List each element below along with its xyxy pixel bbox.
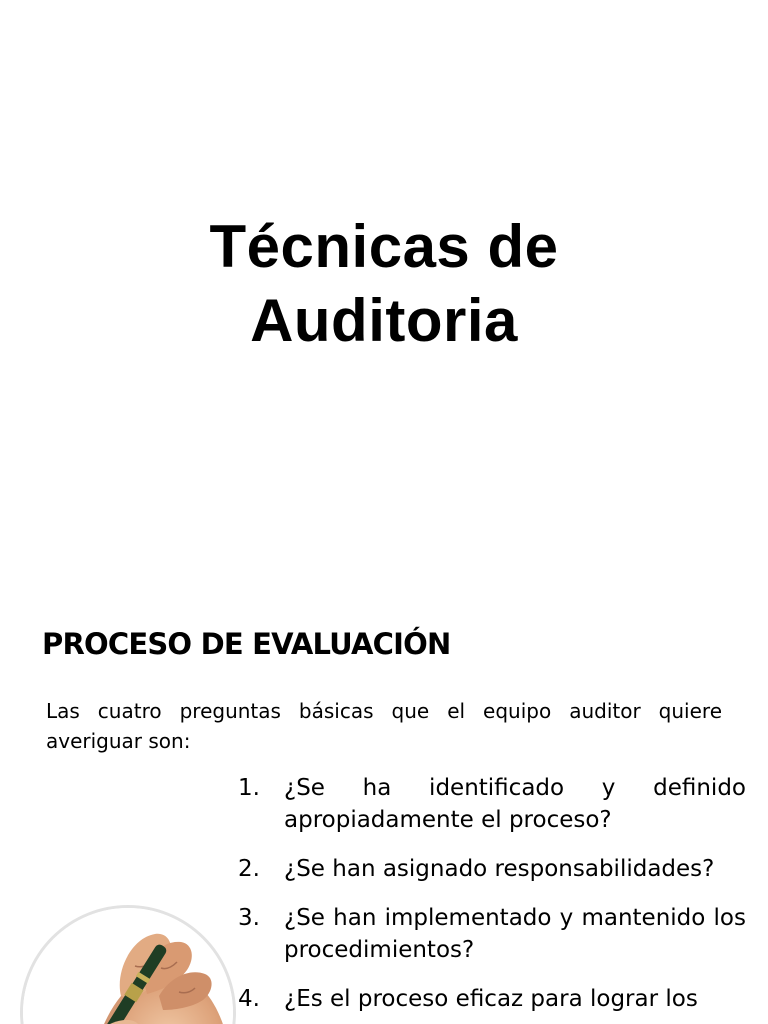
title-line-1: Técnicas de: [209, 213, 559, 280]
slide-title: [0, 210, 768, 358]
hand-writing-illustration: [23, 908, 233, 1024]
question-item: [238, 902, 746, 966]
intro-paragraph: Las cuatro preguntas básicas que el equipo auditor quiere averiguar son:: [46, 699, 722, 753]
question-item: [238, 853, 746, 885]
question-text: ¿Es el proceso eficaz para lograr los: [284, 986, 698, 1012]
hand-writing-with-pen-icon: [20, 905, 236, 1024]
question-list: [238, 772, 746, 1024]
question-text: ¿Se han asignado responsabilidades?: [284, 856, 715, 882]
title-line-2: Auditoria: [250, 287, 518, 354]
section-heading: PROCESO DE EVALUACIÓN: [42, 627, 451, 661]
question-text: ¿Se ha identificado y definido apropiadamente el proceso?: [284, 775, 746, 833]
question-item: [238, 772, 746, 836]
question-item: [238, 983, 746, 1015]
question-number: 3.: [238, 905, 260, 931]
question-number: 4.: [238, 986, 260, 1012]
question-number: 1.: [238, 775, 260, 801]
question-number: 2.: [238, 856, 260, 882]
question-text: ¿Se han implementado y mantenido los procedimientos?: [284, 905, 746, 963]
